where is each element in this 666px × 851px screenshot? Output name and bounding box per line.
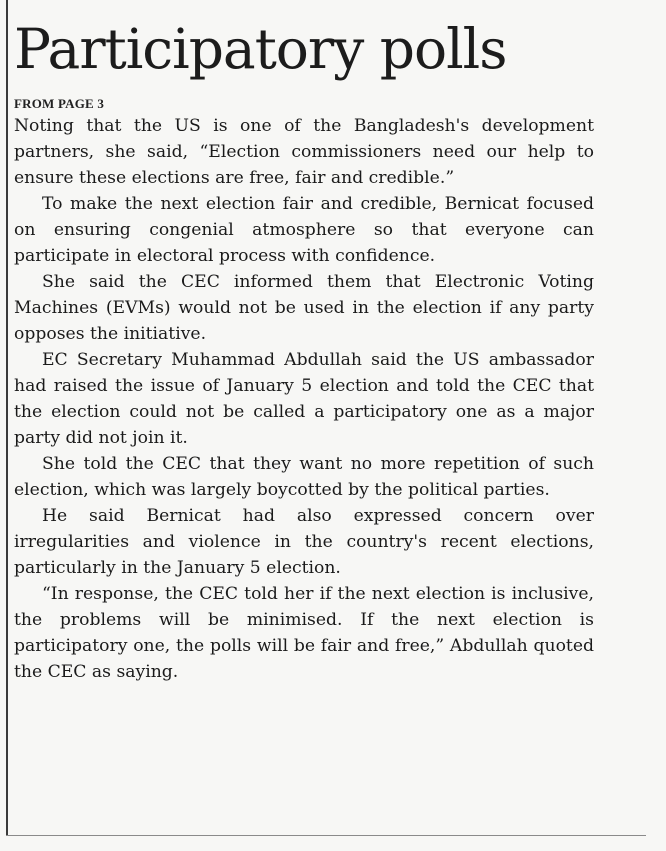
paragraph: Noting that the US is one of the Bangladesh's development partners, she said, “Election commissioners need our help to ensure these elections are free, fair and credible.” xyxy=(14,116,594,188)
paragraph: EC Secretary Muhammad Abdullah said the US ambassador had raised the issue of January 5 election and told the CEC that the election could not be called a participatory one as a major party did not join it. xyxy=(14,350,594,448)
paragraph: “In response, the CEC told her if the next election is inclusive, the problems will be minimised. If the next election is participatory one, the polls will be fair and free,” Abdullah quoted the CEC as saying. xyxy=(14,584,594,682)
paragraph: To make the next election fair and credible, Bernicat focused on ensuring congenial atmosphere so that everyone can participate in electoral process with confidence. xyxy=(14,194,594,266)
paragraph: She told the CEC that they want no more repetition of such election, which was largely boycotted by the political parties. xyxy=(14,454,594,500)
jump-line: FROM PAGE 3 xyxy=(14,96,105,111)
column-rule-left xyxy=(6,0,8,836)
column-rule-bottom xyxy=(6,835,646,836)
paragraph: She said the CEC informed them that Electronic Voting Machines (EVMs) would not be used in the election if any party opposes the initiative. xyxy=(14,272,594,344)
article-body xyxy=(14,113,594,685)
article xyxy=(14,4,594,685)
paragraph: He said Bernicat had also expressed concern over irregularities and violence in the country's recent elections, particularly in the January 5 election. xyxy=(14,506,594,578)
headline: Participatory polls xyxy=(14,17,507,81)
